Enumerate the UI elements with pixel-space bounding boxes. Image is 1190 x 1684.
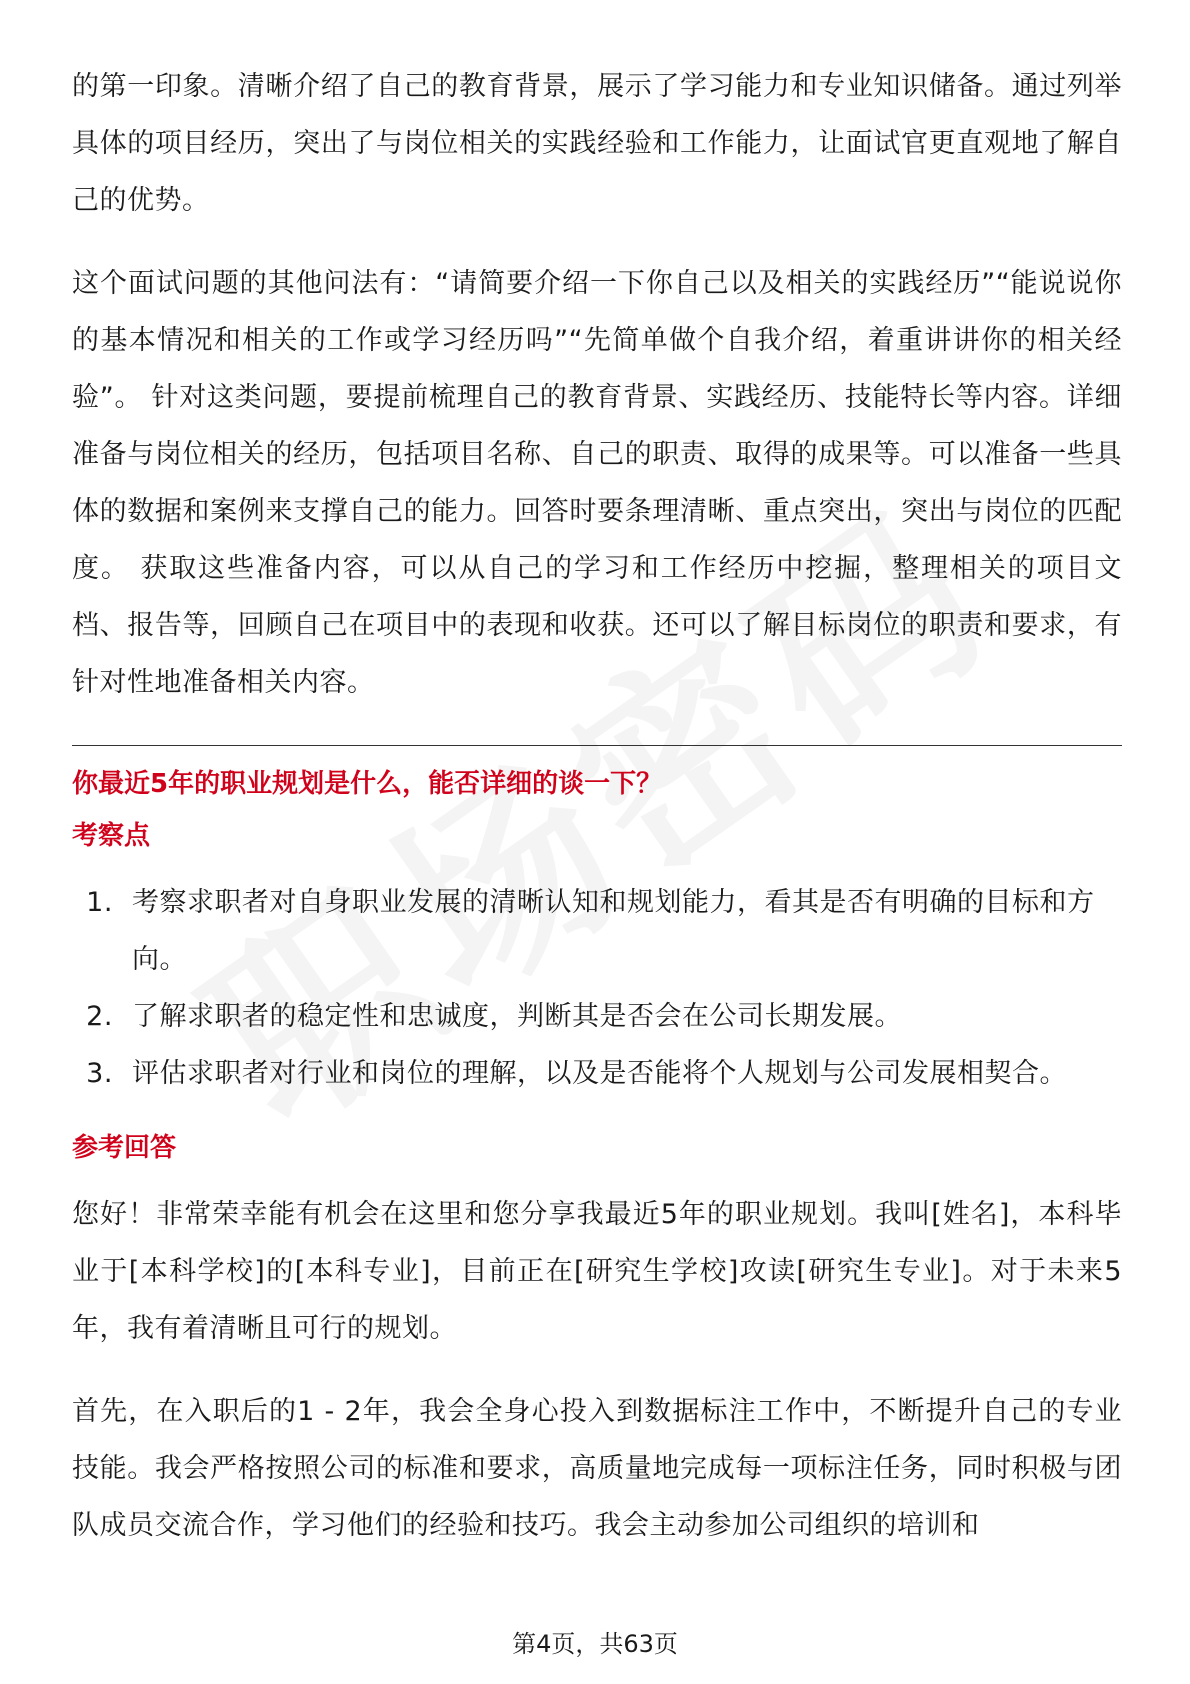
list-item: 1. 考察求职者对自身职业发展的清晰认知和规划能力，看其是否有明确的目标和方向。 bbox=[122, 874, 1122, 988]
list-item: 3. 评估求职者对行业和岗位的理解，以及是否能将个人规划与公司发展相契合。 bbox=[122, 1045, 1122, 1102]
paragraph: 的第一印象。清晰介绍了自己的教育背景，展示了学习能力和专业知识储备。通过列举具体的项目经历，突出了与岗位相关的实践经验和工作能力，让面试官更直观地了解自己的优势。 bbox=[72, 71, 1122, 216]
question-title: 你最近5年的职业规划是什么，能否详细的谈一下？ bbox=[72, 769, 663, 799]
points-heading: 考察点 bbox=[72, 821, 151, 851]
answer-paragraph: 首先，在入职后的1 - 2年，我会全身心投入到数据标注工作中，不断提升自己的专业技能。我会严格按照公司的标准和要求，高质量地完成每一项标注任务，同时积极与团队成员交流合作，学习他们的经验和技巧。我会主动参加公司组织的培训和 bbox=[72, 1396, 1122, 1541]
points-list bbox=[72, 874, 1122, 1102]
answer-heading: 参考回答 bbox=[72, 1133, 177, 1163]
section-divider bbox=[72, 745, 1122, 746]
paragraph: 这个面试问题的其他问法有：“请简要介绍一下你自己以及相关的实践经历”“能说说你的基本情况和相关的工作或学习经历吗”“先简单做个自我介绍，着重讲讲你的相关经验”。 针对这类问题，要提前梳理自己的教育背景、实践经历、技能特长等内容。详细准备与岗位相关的经历，包括项目名称、自己的职责、取得的成果等。可以准备一些具体的数据和案例来支撑自己的能力。回答时要条理清晰、重点突出，突出与岗位的匹配度。 获取这些准备内容，可以从自己的学习和工作经历中挖掘，整理相关的项目文档、报告等，回顾自己在项目中的表现和收获。还可以了解目标岗位的职责和要求，有针对性地准备相关内容。 bbox=[72, 268, 1122, 698]
answer-paragraph: 您好！非常荣幸能有机会在这里和您分享我最近5年的职业规划。我叫[姓名]，本科毕业于[本科学校]的[本科专业]，目前正在[研究生学校]攻读[研究生专业]。对于未来5年，我有着清晰且可行的规划。 bbox=[72, 1199, 1122, 1344]
list-item: 2. 了解求职者的稳定性和忠诚度，判断其是否会在公司长期发展。 bbox=[122, 988, 1122, 1045]
page-content bbox=[72, 58, 1122, 1554]
page-footer: 第4页，共63页 bbox=[512, 1630, 678, 1658]
